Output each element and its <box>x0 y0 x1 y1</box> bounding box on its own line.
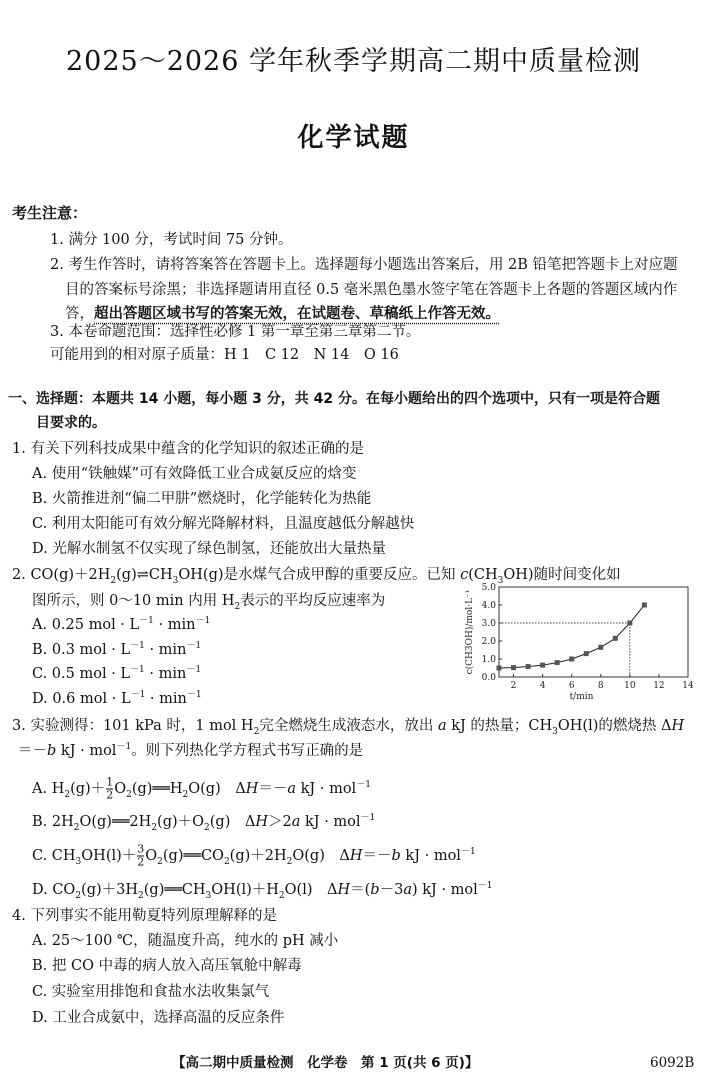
q3-option-d: D. $CO_2(g)+3H_2(g)══CH_3OH(l)+H_2O(l)$ ΔH＝(b－3a) kJ · mol$^{-1}$ <box>32 881 493 901</box>
x-tick-label: 10 <box>624 681 636 691</box>
q4-option-c: C. 实验室用排饱和食盐水法收集氯气 <box>32 984 270 1000</box>
data-point <box>642 603 647 608</box>
x-axis-label: t/min <box>569 692 594 702</box>
y-tick-label: 4.0 <box>481 601 496 611</box>
data-point <box>627 621 632 626</box>
y-tick-label: 3.0 <box>481 619 496 629</box>
footer-code: 6092B <box>650 1055 695 1071</box>
q3-option-c: C. $CH_3OH(l)+$ $\frac{3}{2}$ $O_2(g)══CO_2(g)+2H_2O(g)$ ΔH＝－b kJ · mol$^{-1}$ <box>32 842 476 869</box>
guide-line <box>499 623 630 677</box>
x-tick-label: 4 <box>539 681 546 691</box>
x-tick-label: 8 <box>597 681 604 691</box>
note-1: 1. 满分 100 分，考试时间 75 分钟。 <box>50 232 293 248</box>
q2-stem: 2. $CO(g)+2H_2(g)\rightleftharpoons CH_3OH(g)$是水煤气合成甲醇的重要反应。已知 $c(CH_3OH)$随时间变化如 <box>12 567 621 586</box>
q2-stem-cont: 图所示，则 0～10 min 内用 $H_2$表示的平均反应速率为 <box>32 593 386 612</box>
q1-option-c: C. 利用太阳能可有效分解光降解材料，且温度越低分解越快 <box>32 516 415 532</box>
note-emphasis: 超出答题区域书写的答案无效，在试题卷、草稿纸上作答无效。 <box>94 306 500 322</box>
data-point <box>613 636 618 641</box>
data-point <box>511 665 516 670</box>
note-2: 2. 考生作答时，请将答案答在答题卡上。选择题每小题选出答案后，用 2B 铅笔把答题卡上对应题 <box>50 257 678 273</box>
q2-option-a: A. 0.25 mol · $L^{-1} \cdot \min^{-1}$ <box>32 616 211 633</box>
q2-option-d: D. 0.6 mol · $L^{-1} \cdot \min^{-1}$ <box>32 690 202 707</box>
data-point <box>555 660 560 665</box>
concentration-time-chart <box>460 580 700 712</box>
data-point <box>526 664 531 669</box>
y-tick-label: 5.0 <box>481 583 496 593</box>
note-text: 答， <box>65 306 94 322</box>
x-tick-label: 12 <box>653 681 665 691</box>
footer-page-info: 【高二期中质量检测 化学卷 第 1 页(共 6 页)】 <box>172 1055 479 1071</box>
x-tick-label: 6 <box>568 681 575 691</box>
y-tick-label: 2.0 <box>481 637 496 647</box>
data-point <box>569 657 574 662</box>
y-tick-label: 0.0 <box>481 673 496 683</box>
section-heading-cont: 目要求的。 <box>36 415 106 431</box>
atomic-masses: 可能用到的相对原子质量：H 1 C 12 N 14 O 16 <box>50 347 399 363</box>
data-point <box>540 663 545 668</box>
subject-title: 化学试题 <box>297 123 410 153</box>
q4-stem: 4. 下列事实不能用勒夏特列原理解释的是 <box>12 908 277 924</box>
q4-option-d: D. 工业合成氨中，选择高温的反应条件 <box>32 1010 285 1026</box>
q3-option-b: B. $2H_2O(g)══2H_2(g)+O_2(g)$ ΔH＞2a kJ · mol$^{-1}$ <box>32 813 376 833</box>
q1-option-a: A. 使用“铁触媒”可有效降低工业合成氨反应的焓变 <box>32 466 357 482</box>
q4-option-a: A. 25～100 ℃，随温度升高，纯水的 pH 减小 <box>32 933 339 949</box>
note-3: 3. 本卷命题范围：选择性必修 1 第一章至第三章第二节。 <box>50 324 421 340</box>
note-2-cont: 目的答案标号涂黑；非选择题请用直径 0.5 毫米黑色墨水签字笔在答题卡上各题的答题区域内作 <box>65 282 678 298</box>
q1-stem: 1. 有关下列科技成果中蕴含的化学知识的叙述正确的是 <box>12 441 364 457</box>
data-point <box>497 666 502 671</box>
section-heading: 一、选择题：本题共 14 小题，每小题 3 分，共 42 分。在每小题给出的四个选项中，只有一项是符合题 <box>8 391 660 407</box>
q3-stem: 3. 实验测得：101 kPa 时，1 mol $H_2$完全燃烧生成液态水，放出 a kJ 的热量；$CH_3OH(l)$的燃烧热 ΔH <box>12 718 685 737</box>
data-point <box>584 651 589 656</box>
y-axis-label: c(CH3OH)/mol·L⁻¹ <box>465 589 475 675</box>
q1-option-d: D. 光解水制氢不仅实现了绿色制氢，还能放出大量热量 <box>32 541 386 557</box>
notes-heading: 考生注意： <box>12 204 88 222</box>
q4-option-b: B. 把 CO 中毒的病人放入高压氧舱中解毒 <box>32 958 302 974</box>
q1-option-b: B. 火箭推进剂“偏二甲肼”燃烧时，化学能转化为热能 <box>32 491 372 507</box>
q3-option-a: A. $H_2(g)+$ $\frac{1}{2}$ $O_2(g)══H_2O(g)$ ΔH＝－a kJ · mol$^{-1}$ <box>32 775 371 802</box>
y-tick-label: 1.0 <box>481 655 496 665</box>
q2-option-b: B. 0.3 mol · $L^{-1} \cdot \min^{-1}$ <box>32 641 202 658</box>
data-point <box>598 645 603 650</box>
q3-stem-cont: ＝－b kJ · mol$^{-1}$。则下列热化学方程式书写正确的是 <box>18 742 364 759</box>
x-tick-label: 2 <box>510 681 517 691</box>
note-2-end <box>65 304 500 324</box>
exam-title: 2025～2026 学年秋季学期高二期中质量检测 <box>65 46 641 77</box>
q2-option-c: C. 0.5 mol · $L^{-1} \cdot \min^{-1}$ <box>32 665 202 682</box>
x-tick-label: 14 <box>682 681 694 691</box>
plot-frame <box>499 587 688 677</box>
